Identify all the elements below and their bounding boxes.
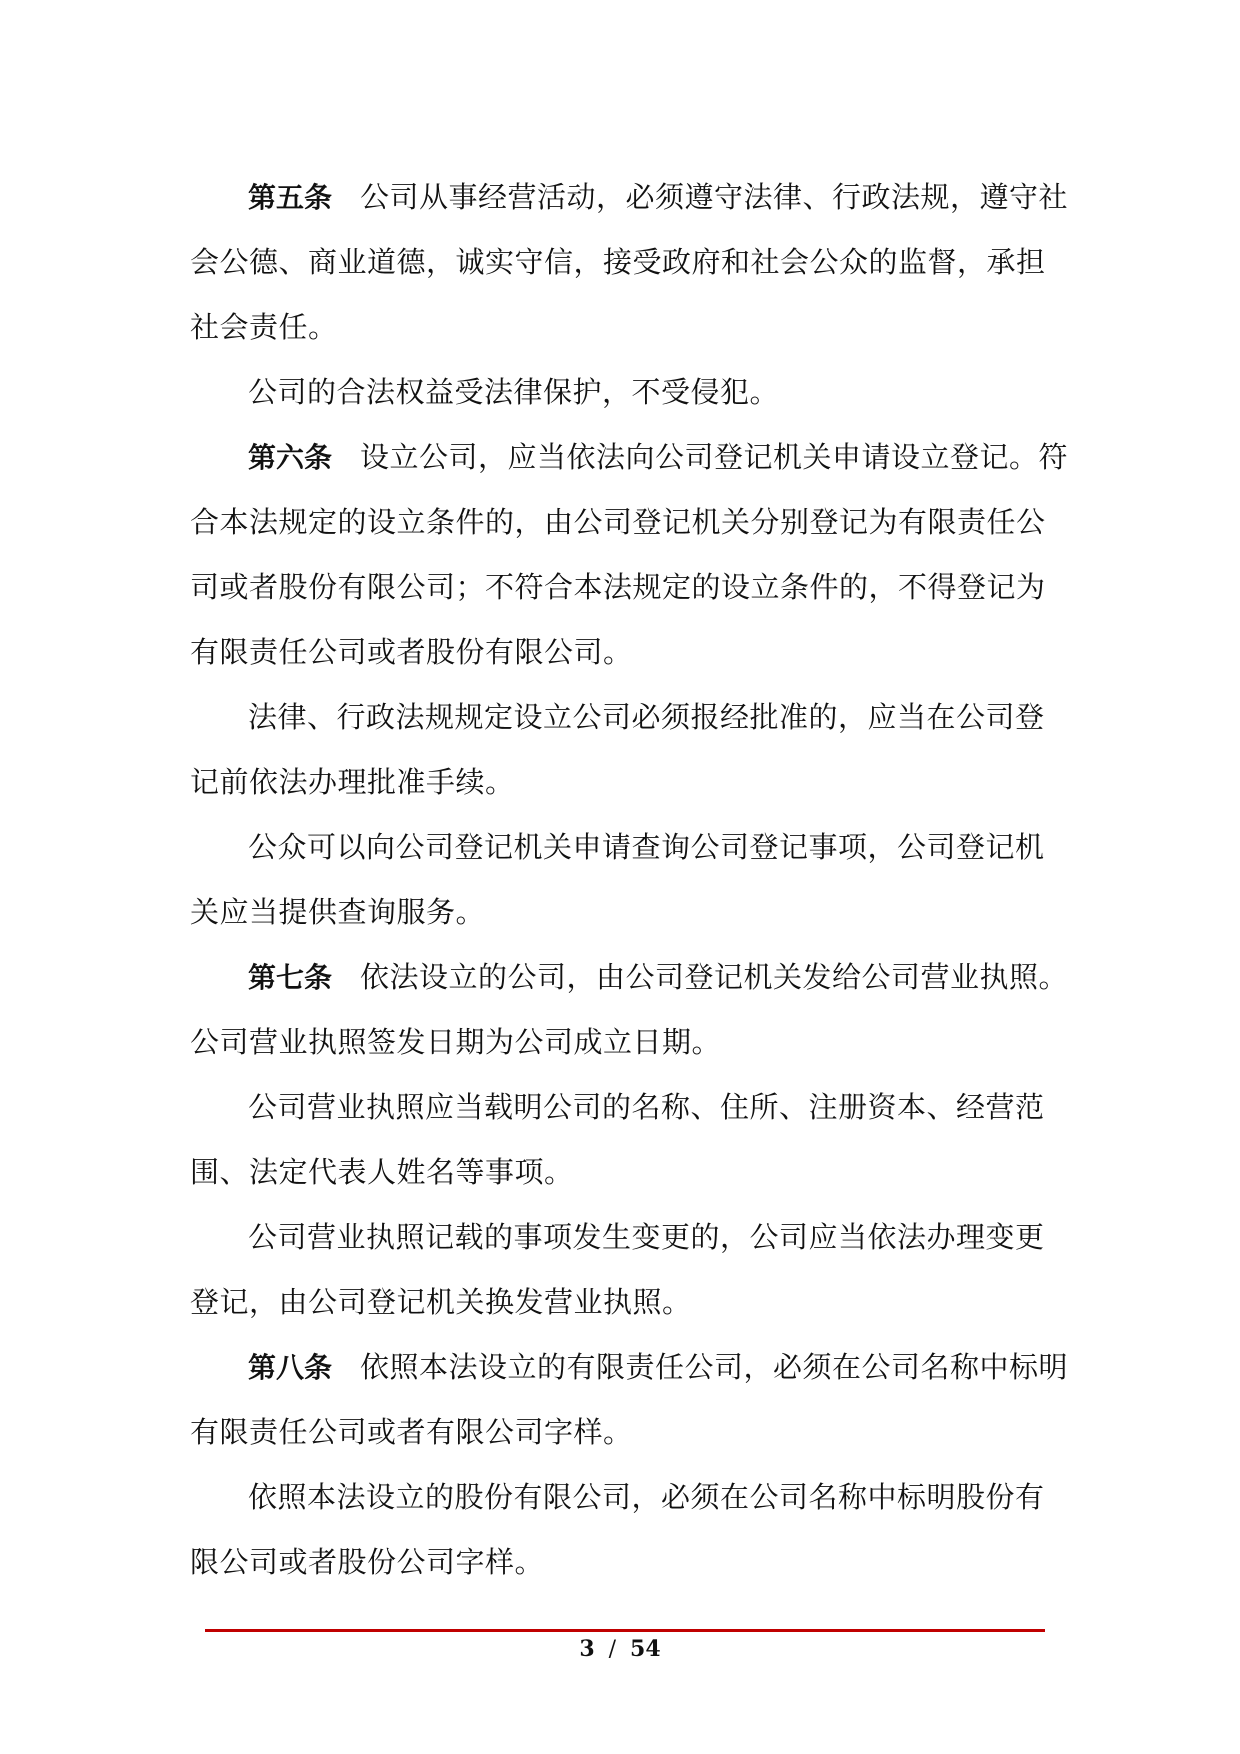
current-page: 3 xyxy=(579,1636,595,1662)
paragraph-text: 依照本法设立的有限责任公司，必须在公司名称中标明有限责任公司或者有限公司字样。 xyxy=(190,1350,1069,1449)
article-number: 第六条 xyxy=(248,441,333,474)
paragraph xyxy=(190,1075,1070,1205)
paragraph xyxy=(190,815,1070,945)
paragraph-text: 公司的合法权益受法律保护，不受侵犯。 xyxy=(248,375,780,409)
article-number: 第七条 xyxy=(248,961,333,994)
article-number: 第八条 xyxy=(248,1351,333,1384)
paragraph-article-5 xyxy=(190,165,1070,360)
paragraph xyxy=(190,1205,1070,1335)
paragraph-text: 法律、行政法规规定设立公司必须报经批准的，应当在公司登记前依法办理批准手续。 xyxy=(190,700,1045,799)
paragraph-article-6 xyxy=(190,425,1070,685)
paragraph-text: 依法设立的公司，由公司登记机关发给公司营业执照。公司营业执照签发日期为公司成立日期。 xyxy=(190,960,1069,1059)
paragraph-text: 公司营业执照应当载明公司的名称、住所、注册资本、经营范围、法定代表人姓名等事项。 xyxy=(190,1090,1045,1189)
paragraph-text: 依照本法设立的股份有限公司，必须在公司名称中标明股份有限公司或者股份公司字样。 xyxy=(190,1480,1045,1579)
paragraph xyxy=(190,685,1070,815)
total-pages: 54 xyxy=(630,1636,661,1662)
paragraph-text: 设立公司，应当依法向公司登记机关申请设立登记。符合本法规定的设立条件的，由公司登记机关分别登记为有限责任公司或者股份有限公司；不符合本法规定的设立条件的，不得登记为有限责任公司或者股份有限公司。 xyxy=(190,440,1069,669)
document-body xyxy=(190,165,1070,1595)
article-number: 第五条 xyxy=(248,181,333,214)
paragraph-text: 公司从事经营活动，必须遵守法律、行政法规，遵守社会公德、商业道德，诚实守信，接受政府和社会公众的监督，承担社会责任。 xyxy=(190,180,1069,344)
paragraph xyxy=(190,1465,1070,1595)
footer-divider xyxy=(205,1629,1045,1632)
paragraph-article-7 xyxy=(190,945,1070,1075)
paragraph-text: 公众可以向公司登记机关申请查询公司登记事项，公司登记机关应当提供查询服务。 xyxy=(190,830,1045,929)
paragraph xyxy=(190,360,1070,425)
page-separator: / xyxy=(608,1637,617,1662)
paragraph-article-8 xyxy=(190,1335,1070,1465)
page-number xyxy=(0,1636,1240,1662)
paragraph-text: 公司营业执照记载的事项发生变更的，公司应当依法办理变更登记，由公司登记机关换发营业执照。 xyxy=(190,1220,1045,1319)
